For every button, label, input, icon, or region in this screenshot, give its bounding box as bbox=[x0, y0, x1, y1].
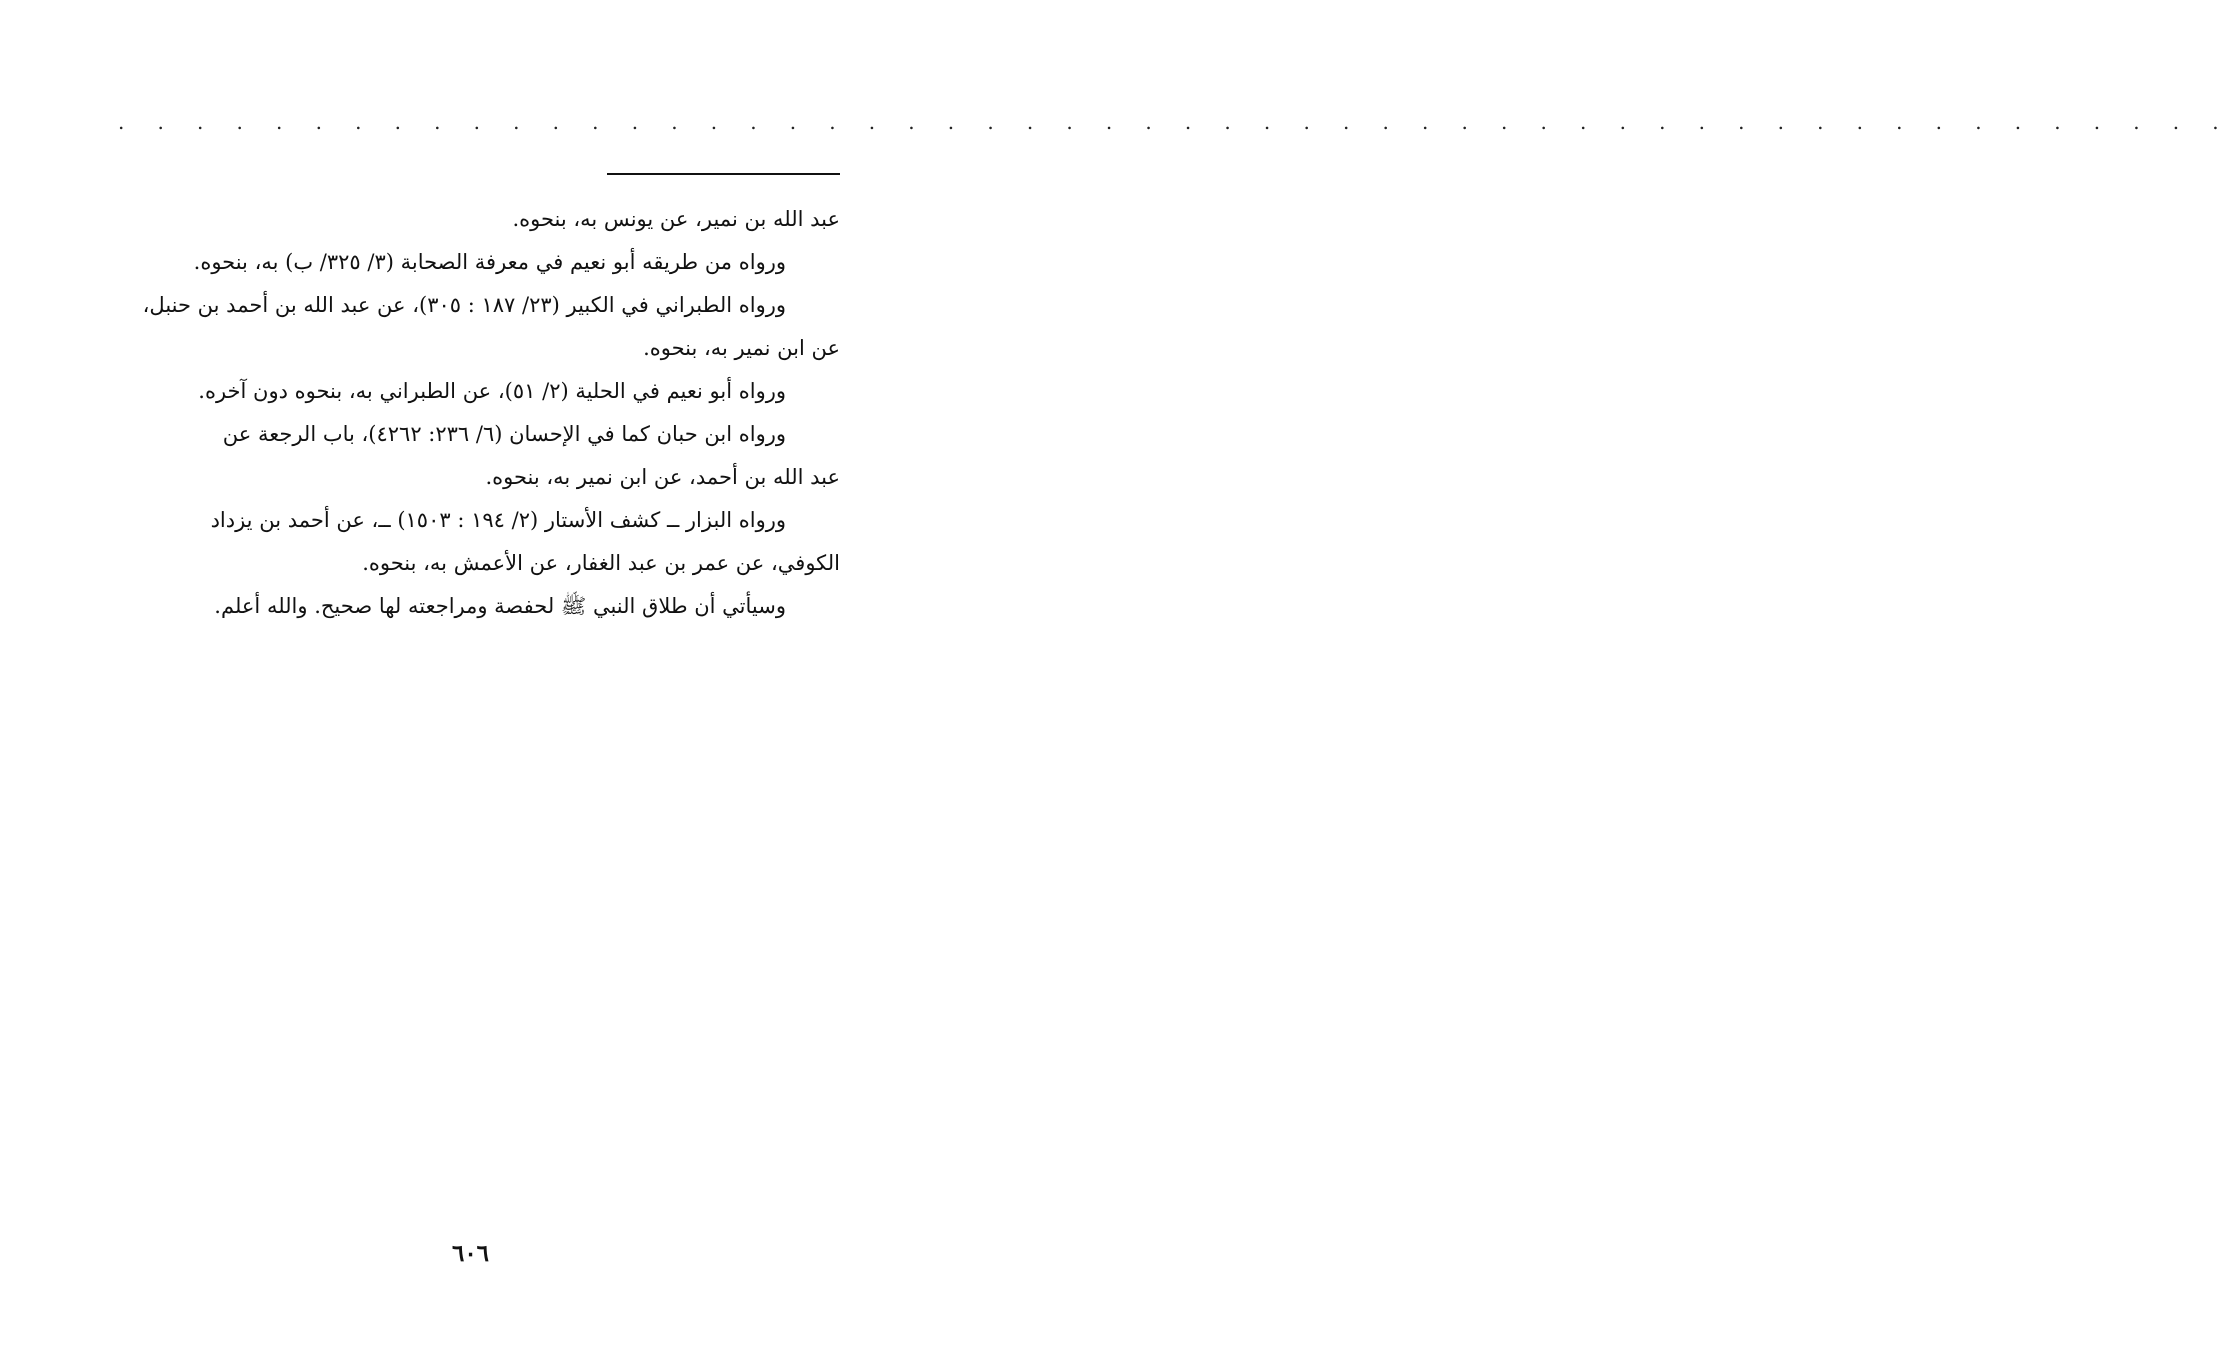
dotted-separator: . . . . . . . . . . . . . . . . . . . . . . . . . . . . . . . . . . . . . . . . . . . . . . . . . . . . . . bbox=[118, 110, 2232, 134]
footnote-line: وسيأتي أن طلاق النبي ﷺ لحفصة ومراجعته لها صحيح. والله أعلم. bbox=[214, 594, 786, 618]
footnote-line: ورواه الطبراني في الكبير (٢٣/ ١٨٧ : ٣٠٥)، عن عبد الله بن أحمد بن حنبل، bbox=[142, 293, 786, 317]
footnote-line: الكوفي، عن عمر بن عبد الغفار، عن الأعمش به، بنحوه. bbox=[362, 551, 840, 575]
footnote-line: ورواه أبو نعيم في الحلية (٢/ ٥١)، عن الطبراني به، بنحوه دون آخره. bbox=[198, 379, 786, 403]
footnote-line: ورواه البزار ــ كشف الأستار (٢/ ١٩٤ : ١٥٠٣) ــ، عن أحمد بن يزداد bbox=[210, 508, 786, 532]
footnote-line: ورواه ابن حبان كما في الإحسان (٦/ ٢٣٦: ٤٢٦٢)، باب الرجعة عن bbox=[222, 422, 786, 446]
footnote-line: عبد الله بن أحمد، عن ابن نمير به، بنحوه. bbox=[485, 465, 840, 489]
footnote-line: عن ابن نمير به، بنحوه. bbox=[643, 336, 840, 360]
page-number: ٦٠٦ bbox=[451, 1240, 490, 1267]
footnote-line: عبد الله بن نمير، عن يونس به، بنحوه. bbox=[512, 207, 840, 231]
footnotes-block bbox=[114, 198, 840, 628]
footnote-rule bbox=[607, 173, 840, 175]
footnote-line: ورواه من طريقه أبو نعيم في معرفة الصحابة (٣/ ٣٢٥/ ب) به، بنحوه. bbox=[193, 250, 786, 274]
